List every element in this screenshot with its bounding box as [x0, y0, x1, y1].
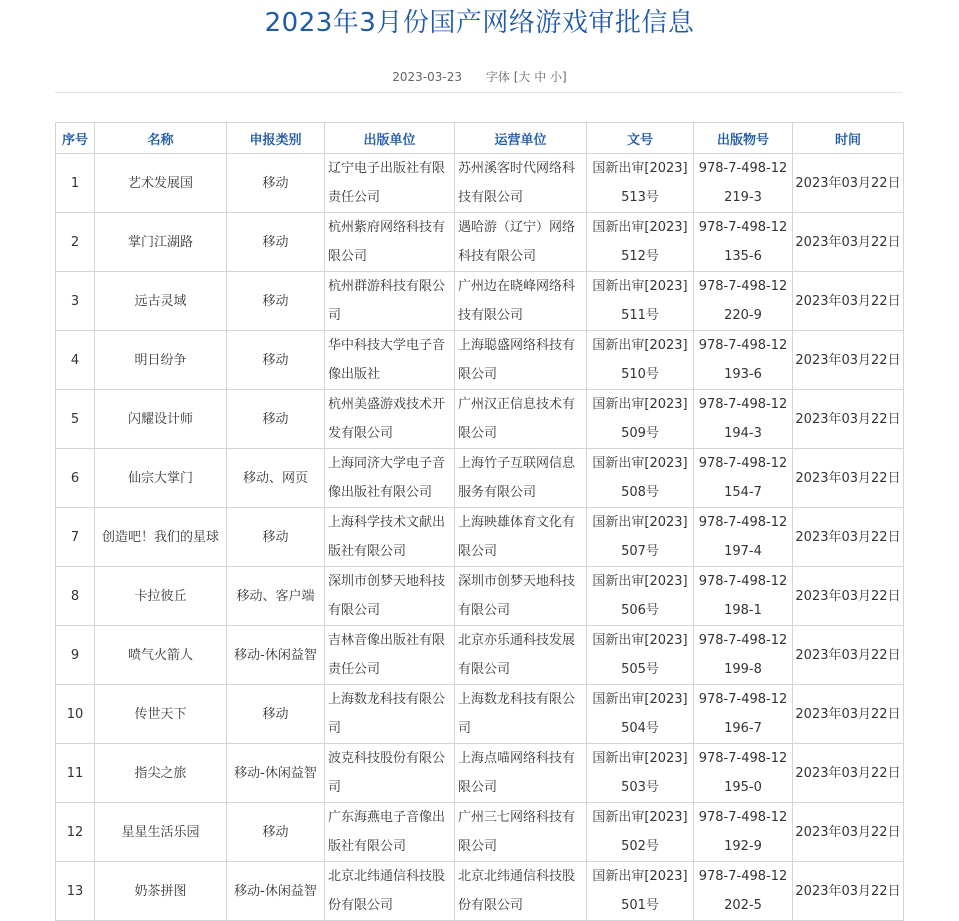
- cell-category: 移动-休闲益智: [227, 862, 325, 921]
- cell-name: 创造吧！我们的星球: [95, 508, 227, 567]
- cell-publisher: 上海同济大学电子音像出版社有限公司: [325, 449, 455, 508]
- cell-doc-no: 国新出审[2023]513号: [587, 154, 694, 213]
- cell-publisher: 波克科技股份有限公司: [325, 744, 455, 803]
- cell-publisher: 辽宁电子出版社有限责任公司: [325, 154, 455, 213]
- cell-publisher: 吉林音像出版社有限责任公司: [325, 626, 455, 685]
- table-row: [56, 744, 904, 803]
- cell-category: 移动-休闲益智: [227, 744, 325, 803]
- cell-doc-no: 国新出审[2023]503号: [587, 744, 694, 803]
- cell-publisher: 杭州紫府网络科技有限公司: [325, 213, 455, 272]
- table-row: [56, 449, 904, 508]
- header-operator: 运营单位: [455, 123, 587, 154]
- cell-doc-no: 国新出审[2023]506号: [587, 567, 694, 626]
- cell-name: 卡拉彼丘: [95, 567, 227, 626]
- cell-no: 5: [56, 390, 95, 449]
- cell-no: 1: [56, 154, 95, 213]
- cell-doc-no: 国新出审[2023]507号: [587, 508, 694, 567]
- cell-no: 6: [56, 449, 95, 508]
- cell-publisher: 北京北纬通信科技股份有限公司: [325, 862, 455, 921]
- cell-no: 4: [56, 331, 95, 390]
- table-row: [56, 508, 904, 567]
- cell-category: 移动: [227, 508, 325, 567]
- cell-publisher: 深圳市创梦天地科技有限公司: [325, 567, 455, 626]
- table-row: [56, 567, 904, 626]
- cell-category: 移动: [227, 685, 325, 744]
- cell-name: 奶茶拼图: [95, 862, 227, 921]
- cell-name: 指尖之旅: [95, 744, 227, 803]
- cell-doc-no: 国新出审[2023]505号: [587, 626, 694, 685]
- cell-no: 8: [56, 567, 95, 626]
- page-title: 2023年3月份国产网络游戏审批信息: [264, 8, 695, 38]
- cell-operator: 深圳市创梦天地科技有限公司: [455, 567, 587, 626]
- cell-doc-no: 国新出审[2023]501号: [587, 862, 694, 921]
- cell-isbn: 978-7-498-12198-1: [694, 567, 793, 626]
- cell-isbn: 978-7-498-12196-7: [694, 685, 793, 744]
- cell-no: 11: [56, 744, 95, 803]
- cell-doc-no: 国新出审[2023]504号: [587, 685, 694, 744]
- cell-operator: 上海聪盛网络科技有限公司: [455, 331, 587, 390]
- header-category: 申报类别: [227, 123, 325, 154]
- cell-operator: 上海点喵网络科技有限公司: [455, 744, 587, 803]
- cell-date: 2023年03月22日: [793, 213, 904, 272]
- table-row: [56, 803, 904, 862]
- cell-operator: 广州边在晓峰网络科技有限公司: [455, 272, 587, 331]
- cell-no: 2: [56, 213, 95, 272]
- approval-table: [55, 122, 904, 921]
- cell-publisher: 上海数龙科技有限公司: [325, 685, 455, 744]
- cell-date: 2023年03月22日: [793, 508, 904, 567]
- cell-category: 移动: [227, 390, 325, 449]
- cell-publisher: 广东海燕电子音像出版社有限公司: [325, 803, 455, 862]
- cell-isbn: 978-7-498-12192-9: [694, 803, 793, 862]
- cell-name: 闪耀设计师: [95, 390, 227, 449]
- cell-name: 远古灵域: [95, 272, 227, 331]
- cell-operator: 遇哈游（辽宁）网络科技有限公司: [455, 213, 587, 272]
- cell-date: 2023年03月22日: [793, 449, 904, 508]
- cell-date: 2023年03月22日: [793, 390, 904, 449]
- cell-doc-no: 国新出审[2023]510号: [587, 331, 694, 390]
- cell-isbn: 978-7-498-12154-7: [694, 449, 793, 508]
- cell-isbn: 978-7-498-12193-6: [694, 331, 793, 390]
- cell-category: 移动: [227, 272, 325, 331]
- cell-doc-no: 国新出审[2023]511号: [587, 272, 694, 331]
- cell-no: 12: [56, 803, 95, 862]
- cell-publisher: 杭州美盛游戏技术开发有限公司: [325, 390, 455, 449]
- cell-category: 移动: [227, 154, 325, 213]
- cell-operator: 上海数龙科技有限公司: [455, 685, 587, 744]
- divider: [55, 92, 902, 93]
- cell-category: 移动: [227, 331, 325, 390]
- table-row: [56, 685, 904, 744]
- cell-isbn: 978-7-498-12202-5: [694, 862, 793, 921]
- cell-no: 3: [56, 272, 95, 331]
- cell-category: 移动、客户端: [227, 567, 325, 626]
- cell-publisher: 杭州群游科技有限公司: [325, 272, 455, 331]
- cell-operator: 广州三七网络科技有限公司: [455, 803, 587, 862]
- table-row: [56, 272, 904, 331]
- header-name: 名称: [95, 123, 227, 154]
- cell-isbn: 978-7-498-12220-9: [694, 272, 793, 331]
- cell-no: 13: [56, 862, 95, 921]
- header-publisher: 出版单位: [325, 123, 455, 154]
- cell-date: 2023年03月22日: [793, 803, 904, 862]
- cell-doc-no: 国新出审[2023]508号: [587, 449, 694, 508]
- cell-doc-no: 国新出审[2023]502号: [587, 803, 694, 862]
- cell-category: 移动、网页: [227, 449, 325, 508]
- cell-date: 2023年03月22日: [793, 744, 904, 803]
- cell-operator: 上海映雄体育文化有限公司: [455, 508, 587, 567]
- cell-date: 2023年03月22日: [793, 685, 904, 744]
- table-body: [56, 154, 904, 921]
- header-isbn: 出版物号: [694, 123, 793, 154]
- cell-isbn: 978-7-498-12199-8: [694, 626, 793, 685]
- cell-category: 移动: [227, 803, 325, 862]
- table-row: [56, 213, 904, 272]
- cell-no: 9: [56, 626, 95, 685]
- table-row: [56, 154, 904, 213]
- cell-date: 2023年03月22日: [793, 154, 904, 213]
- table-row: [56, 331, 904, 390]
- cell-name: 艺术发展国: [95, 154, 227, 213]
- table-header-row: [56, 123, 904, 154]
- header-date: 时间: [793, 123, 904, 154]
- font-size-switcher[interactable]: [大 中 小]: [513, 70, 567, 84]
- cell-no: 7: [56, 508, 95, 567]
- cell-name: 星星生活乐园: [95, 803, 227, 862]
- cell-isbn: 978-7-498-12195-0: [694, 744, 793, 803]
- cell-doc-no: 国新出审[2023]509号: [587, 390, 694, 449]
- cell-name: 仙宗大掌门: [95, 449, 227, 508]
- cell-category: 移动-休闲益智: [227, 626, 325, 685]
- cell-publisher: 华中科技大学电子音像出版社: [325, 331, 455, 390]
- cell-name: 掌门江湖路: [95, 213, 227, 272]
- cell-date: 2023年03月22日: [793, 567, 904, 626]
- header-no: 序号: [56, 123, 95, 154]
- cell-isbn: 978-7-498-12135-6: [694, 213, 793, 272]
- cell-category: 移动: [227, 213, 325, 272]
- cell-doc-no: 国新出审[2023]512号: [587, 213, 694, 272]
- cell-date: 2023年03月22日: [793, 272, 904, 331]
- table-row: [56, 390, 904, 449]
- cell-operator: 广州汉正信息技术有限公司: [455, 390, 587, 449]
- cell-operator: 上海竹子互联网信息服务有限公司: [455, 449, 587, 508]
- cell-name: 明日纷争: [95, 331, 227, 390]
- cell-isbn: 978-7-498-12219-3: [694, 154, 793, 213]
- cell-operator: 苏州溪客时代网络科技有限公司: [455, 154, 587, 213]
- cell-no: 10: [56, 685, 95, 744]
- cell-name: 喷气火箭人: [95, 626, 227, 685]
- publish-date: 2023-03-23: [392, 70, 463, 84]
- header-doc-no: 文号: [587, 123, 694, 154]
- cell-isbn: 978-7-498-12194-3: [694, 390, 793, 449]
- table-row: [56, 626, 904, 685]
- cell-publisher: 上海科学技术文献出版社有限公司: [325, 508, 455, 567]
- font-size-label: 字体: [485, 70, 510, 84]
- cell-name: 传世天下: [95, 685, 227, 744]
- article-meta: [0, 68, 959, 86]
- cell-date: 2023年03月22日: [793, 626, 904, 685]
- cell-isbn: 978-7-498-12197-4: [694, 508, 793, 567]
- cell-date: 2023年03月22日: [793, 331, 904, 390]
- cell-date: 2023年03月22日: [793, 862, 904, 921]
- cell-operator: 北京亦乐通科技发展有限公司: [455, 626, 587, 685]
- cell-operator: 北京北纬通信科技股份有限公司: [455, 862, 587, 921]
